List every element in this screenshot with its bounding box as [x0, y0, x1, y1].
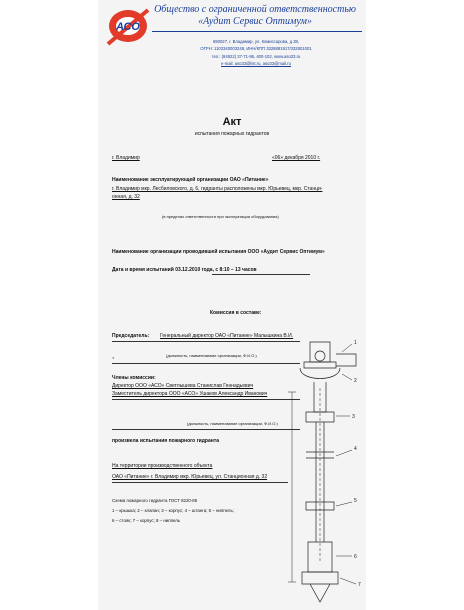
spec-line-3: 6 – стояк; 7 – корпус; 8 – ниппель: [112, 518, 181, 523]
company-line-2: «Аудит Сервис Оптимум»: [198, 16, 312, 27]
aso-logo: [104, 4, 152, 48]
svg-text:7: 7: [358, 582, 361, 588]
contacts-phone: тел.: (84922) 37-71-95, 400-102, www.aso33.ru: [211, 53, 301, 59]
tester-label: Наименование организации проводившей испытания ООО «Аудит Сервис Оптимум»: [112, 249, 325, 255]
svg-text:4: 4: [354, 446, 357, 452]
member-2: Заместитель директора ООО «АСО» Ушаков Александр Иванович: [112, 391, 268, 397]
datetime-label: Дата и время испытаний 03.12.2010 года, с 8:10 – 13 часов: [112, 267, 257, 273]
document-date: «06» декабря 2010 г.: [272, 155, 321, 161]
commission-label: Комиссия в составе:: [210, 310, 262, 316]
members-label: Члены комиссии:: [112, 375, 156, 381]
operator-line-2: онная, д. 32: [112, 194, 140, 200]
chairman-label: Председатель:: [112, 333, 150, 339]
document-subtitle: испытания пожарных гидрантов: [194, 131, 270, 137]
svg-text:2: 2: [354, 378, 357, 384]
svg-text:1: 1: [354, 340, 357, 346]
datetime-underline: [212, 274, 310, 275]
contacts-ogrn: ОГРН: 1103340003248, ИНН/КПП 3328881917/332801001: [200, 46, 312, 52]
member-1: Директор ООО «АСО» Светлышева Станислав Геннадьевич: [112, 383, 254, 389]
document-title: Акт: [222, 116, 242, 128]
hydrant-drawing: [286, 332, 370, 610]
spec-line-1: Схема пожарного гидранта ГОСТ 8220-85: [112, 498, 198, 503]
company-contacts: [172, 38, 340, 68]
chairman-note: (должность, наименование организации, Ф.И.О.): [166, 353, 257, 358]
contacts-email-link[interactable]: e-mail: aso33@list.ru, aso33@mail.ru: [221, 61, 291, 67]
svg-text:6: 6: [354, 554, 357, 560]
chairman-value: Генеральный директор ОАО «Питание» Малышкина В.И.: [160, 333, 294, 339]
location-label: На территории производственного объекта: [112, 463, 213, 469]
operator-note: (в пределах ответственности при эксплуатации оборудования): [162, 214, 279, 219]
members-underline: [112, 399, 300, 400]
company-line-1: Общество с ограниченной ответственностью: [154, 4, 356, 15]
header-divider: [152, 31, 362, 32]
logo-text: АСО: [116, 21, 140, 33]
city: г. Владимир: [112, 155, 140, 161]
members-note: (должность, наименование организации, Ф.И.О.): [187, 421, 278, 426]
operator-label: Наименование эксплуатирующей организации ОАО «Питание»: [112, 177, 269, 183]
svg-text:3: 3: [352, 414, 355, 420]
spec-line-2: 1 – крышка; 2 – клапан; 3 – корпус; 4 – штанга; 5 – ниппель;: [112, 508, 234, 513]
location-underline: [112, 482, 288, 483]
company-name: [150, 4, 360, 28]
operator-line-1: г. Владимир мкр. Лесбиловского, д. 6, гидранты расположены мкр. Юрьевец, мкр. Станци-: [112, 186, 323, 192]
svg-text:5: 5: [354, 498, 357, 504]
members-note-underline: [112, 429, 300, 430]
chairman-underline: [112, 341, 300, 342]
contacts-address: 690027, г. Владимир, ул. Комиссарова, д.38,: [212, 39, 300, 44]
chairman-note-underline: [112, 363, 300, 364]
conducted-label: произвела испытания пожарного гидранта: [112, 438, 219, 444]
location-value: ОАО «Питание» г. Владимир мкр. Юрьевец, ул. Станционная д. 32: [112, 474, 268, 480]
